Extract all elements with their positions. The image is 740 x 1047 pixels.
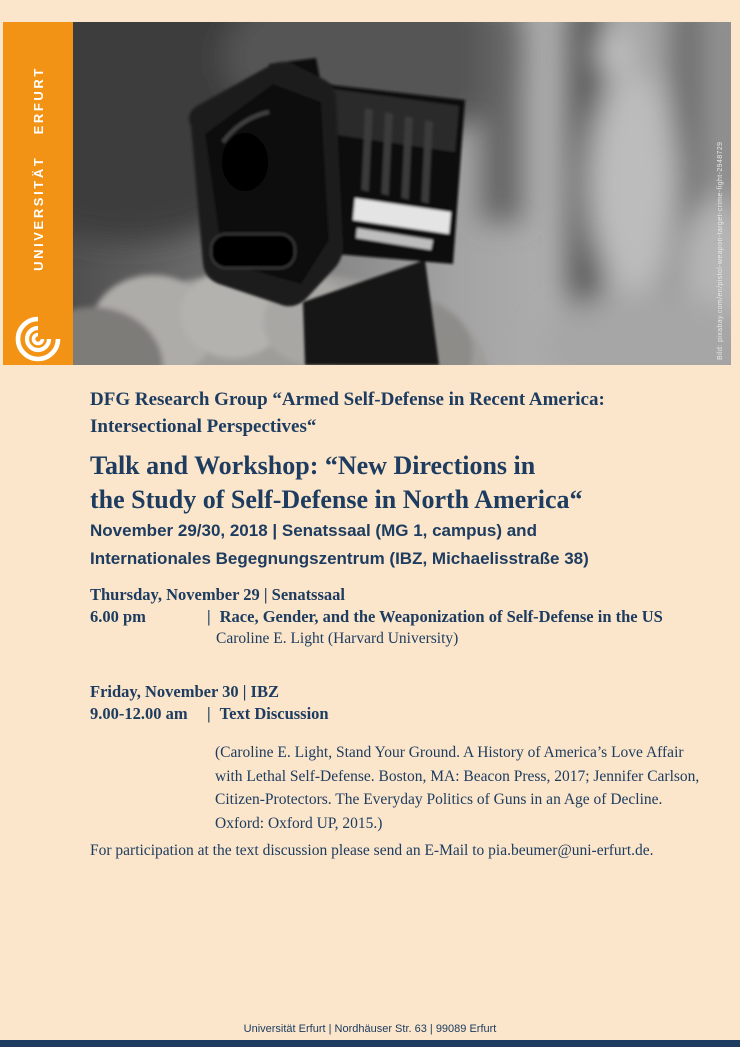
reading-note-line-3: Citizen-Protectors. The Everyday Politics of Guns in an Age of Decline. [215,791,663,808]
university-swirl-logo-icon [15,316,61,362]
photo-credit: Bild: pixabay.com/en/pistol-weapon-target-crime-fight-2948729 [717,141,724,360]
date-venue [90,517,589,573]
title-line-1: Talk and Workshop: “New Directions in [90,451,536,480]
session-schedule-row [90,606,663,628]
date-venue-line-2: Internationales Begegnungszentrum (IBZ, Michaelisstraße 38) [90,549,589,568]
talk-title: Race, Gender, and the Weaponization of Self-Defense in the US [219,607,663,626]
participation-note: For participation at the text discussion please send an E-Mail to pia.beumer@uni-erfurt.de. [90,842,654,859]
session-friday [90,681,329,725]
session-day-header: Thursday, November 29 | Senatssaal [90,585,345,604]
date-venue-line-1: November 29/30, 2018 | Senatssaal (MG 1, campus) and [90,521,537,540]
title-line-2: the Study of Self-Defense in North America“ [90,485,583,514]
session-time: 9.00-12.00 am [90,704,188,723]
reading-note-line-2: with Lethal Self-Defense. Boston, MA: Beacon Press, 2017; Jennifer Carlson, [215,767,700,785]
reading-note-line-1: (Caroline E. Light, Stand Your Ground. A History of America’s Love Affair [215,744,684,761]
hero-photo [73,22,731,365]
footer-address: Universität Erfurt | Nordhäuser Str. 63 | 99089 Erfurt [243,1023,497,1035]
page-title [90,449,583,517]
kicker-line-2: Intersectional Perspectives“ [90,416,317,437]
talk-title: Text Discussion [219,704,329,723]
schedule-separator: | [207,607,211,626]
university-sidebar [3,22,73,365]
reading-note-line-4: Oxford: Oxford UP, 2015.) [215,814,383,832]
university-name-vertical: UNIVERSITÄT ERFURT [30,65,46,271]
research-group-kicker [90,386,605,440]
session-thursday [90,584,663,650]
session-schedule-row [90,703,329,725]
gun-photo-illustration [73,22,731,365]
university-name-vertical-wrap [3,30,73,306]
speaker-name: Caroline E. Light (Harvard University) [216,630,459,647]
reading-note [215,741,699,835]
session-time: 6.00 pm [90,607,146,626]
session-day-header: Friday, November 30 | IBZ [90,682,279,701]
schedule-separator: | [207,704,211,723]
kicker-line-1: DFG Research Group “Armed Self-Defense in Recent America: [90,389,605,410]
footer-bottom-bar [0,1040,740,1047]
